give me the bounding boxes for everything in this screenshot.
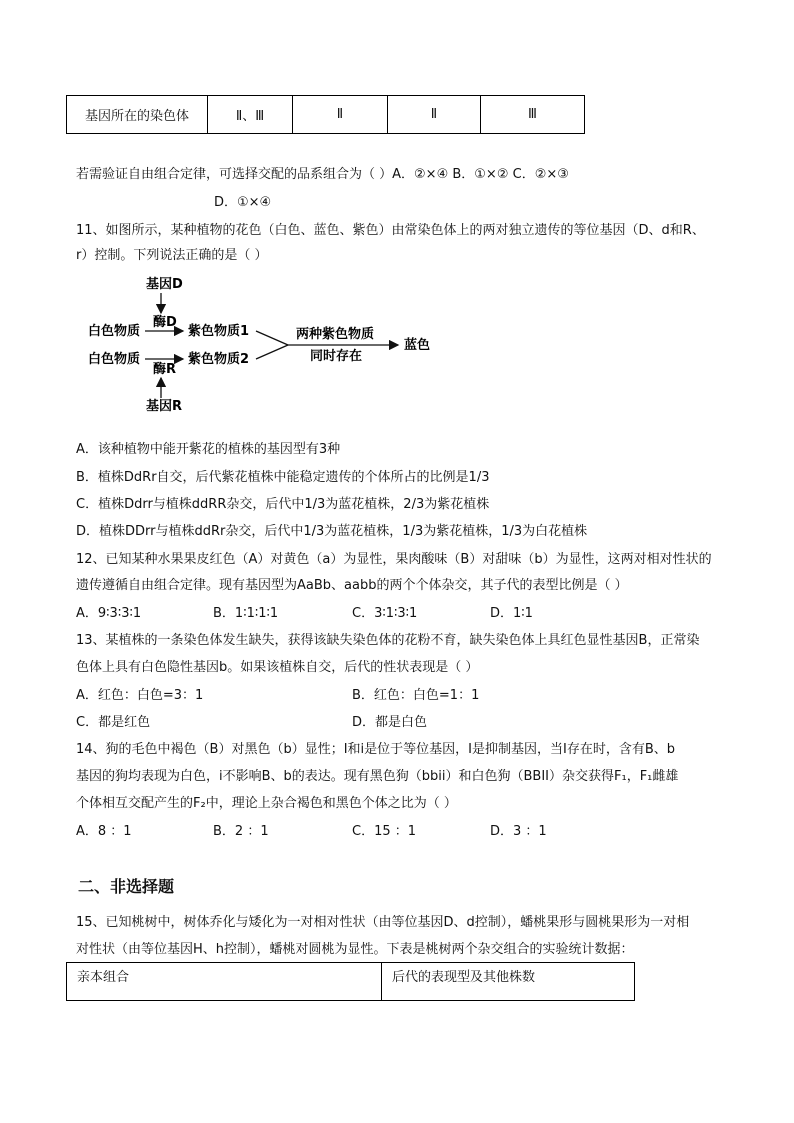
combine-label-1: 两种紫色物质 [296, 327, 375, 342]
table-cell: Ⅱ [293, 96, 388, 134]
q14-option-b: B．2 ：1 [213, 824, 269, 839]
q11-option-c: C．植株Ddrr与植株ddRR杂交，后代中1/3为蓝花植株，2/3为紫花植株 [76, 497, 490, 512]
q14-option-d: D．3 ：1 [490, 824, 547, 839]
q12-option-c: C．3∶1∶3∶1 [352, 606, 418, 621]
q14-stem-line3: 个体相互交配产生的F₂中，理论上杂合褐色和黑色个体之比为（ ） [76, 796, 457, 811]
purple-substance-1: 紫色物质1 [188, 324, 250, 339]
merge-line-top [256, 331, 288, 345]
q12-option-a: A．9∶3∶3∶1 [76, 606, 142, 621]
q13-stem-line2: 色体上具有白色隐性基因b。如果该植株自交，后代的性状表现是（ ） [76, 660, 479, 675]
q10-line2: D．①×④ [214, 195, 272, 210]
q10-line1: 若需验证自由组合定律，可选择交配的品系组合为（ ）A．②×④ B．①×② C．②×③ [76, 167, 569, 182]
section-heading: 二、非选择题 [78, 877, 175, 896]
merge-line-bottom [256, 345, 288, 359]
table-header-cell: 后代的表现型及其他株数 [382, 963, 635, 1001]
q13-option-a: A．红色：白色=3：1 [76, 688, 204, 703]
enzyme-d-label: 酶D [153, 315, 177, 330]
purple-substance-2: 紫色物质2 [188, 352, 250, 367]
white-substance-1: 白色物质 [88, 324, 141, 339]
q14-option-c: C．15 ：1 [352, 824, 417, 839]
q11-option-d: D．植株DDrr与植株ddRr杂交，后代中1/3为蓝花植株，1/3为紫花植株，1/3为白花植株 [76, 524, 588, 539]
flower-color-pathway-diagram [0, 262, 794, 422]
q13-option-b: B．红色：白色=1：1 [352, 688, 480, 703]
enzyme-r-label: 酶R [153, 362, 177, 377]
table-cell: Ⅱ、Ⅲ [208, 96, 293, 134]
q12-stem-line1: 12、已知某种水果果皮红色（A）对黄色（a）为显性，果肉酸味（B）对甜味（b）为显性，这两对相对性状的 [76, 552, 712, 567]
white-substance-2: 白色物质 [88, 352, 141, 367]
q11-option-a: A．该种植物中能开紫花的植株的基因型有3种 [76, 442, 341, 457]
q12-stem-line2: 遗传遵循自由组合定律。现有基因型为AaBb、aabb的两个个体杂交，其子代的表型比例是（ ） [76, 578, 628, 593]
table-row [67, 963, 635, 1001]
q12-option-b: B．1∶1∶1∶1 [213, 606, 279, 621]
q11-stem-line1: 11、如图所示，某种植物的花色（白色、蓝色、紫色）由常染色体上的两对独立遗传的等位基因（D、d和R、 [76, 223, 705, 238]
q11-option-b: B．植株DdRr自交，后代紫花植株中能稳定遗传的个体所占的比例是1/3 [76, 470, 490, 485]
q13-option-c: C．都是红色 [76, 715, 151, 730]
q14-option-a: A．8 ：1 [76, 824, 132, 839]
q15-stem-line1: 15、已知桃树中，树体乔化与矮化为一对相对性状（由等位基因D、d控制），蟠桃果形与圆桃果形为一对相 [76, 915, 690, 930]
table-row [67, 96, 585, 134]
gene-d-label: 基因D [146, 277, 183, 292]
gene-r-label: 基因R [146, 399, 183, 414]
cross-data-table [66, 962, 635, 1001]
combine-label-2: 同时存在 [310, 349, 363, 364]
table-cell: Ⅱ [388, 96, 481, 134]
q14-stem-line1: 14、狗的毛色中褐色（B）对黑色（b）显性；I和i是位于等位基因，I是抑制基因，当I存在时，含有B、b [76, 742, 675, 757]
q14-stem-line2: 基因的狗均表现为白色，i不影响B、b的表达。现有黑色狗（bbii）和白色狗（BBII）杂交获得F₁，F₁雌雄 [76, 769, 679, 784]
blue-result-label: 蓝色 [404, 338, 431, 353]
q15-stem-line2: 对性状（由等位基因H、h控制），蟠桃对圆桃为显性。下表是桃树两个杂交组合的实验统计数据： [76, 942, 634, 957]
table-header-cell: 亲本组合 [67, 963, 382, 1001]
table-cell: Ⅲ [481, 96, 585, 134]
q11-stem-line2: r）控制。下列说法正确的是（ ） [76, 248, 268, 263]
q12-option-d: D．1∶1 [490, 606, 533, 621]
q13-stem-line1: 13、某植株的一条染色体发生缺失，获得该缺失染色体的花粉不育，缺失染色体上具红色显性基因B，正常染 [76, 633, 700, 648]
q13-option-d: D．都是白色 [352, 715, 428, 730]
table-header-cell: 基因所在的染色体 [67, 96, 208, 134]
chromosome-table [66, 95, 585, 134]
